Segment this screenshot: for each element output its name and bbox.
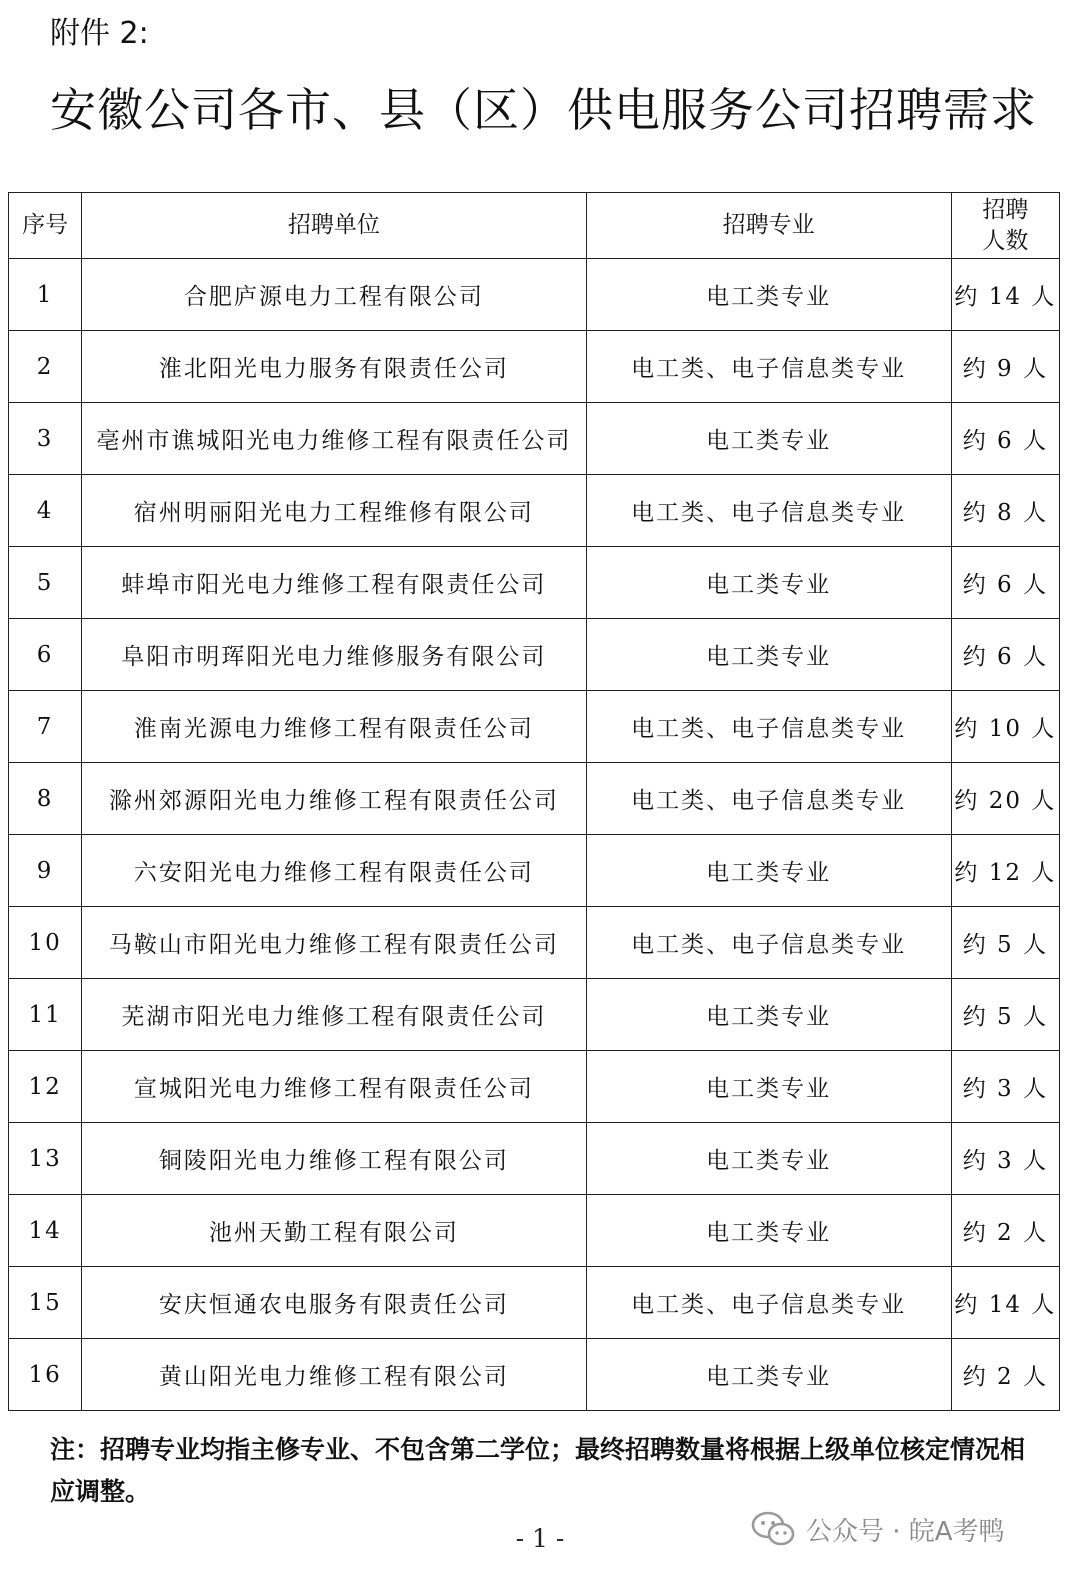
cell-count: 约 2 人 (951, 1339, 1059, 1411)
cell-seq: 8 (9, 763, 82, 835)
cell-count: 约 6 人 (951, 547, 1059, 619)
cell-unit: 安庆恒通农电服务有限责任公司 (82, 1267, 586, 1339)
header-seq: 序号 (9, 193, 82, 259)
table-row (9, 763, 1060, 835)
attachment-label: 附件 2: (50, 16, 149, 51)
table-row (9, 331, 1060, 403)
cell-unit: 芜湖市阳光电力维修工程有限责任公司 (82, 979, 586, 1051)
page-number: - 1 - (515, 1524, 565, 1553)
header-unit: 招聘单位 (82, 193, 586, 259)
cell-unit: 阜阳市明珲阳光电力维修服务有限公司 (82, 619, 586, 691)
cell-unit: 池州天勤工程有限公司 (82, 1195, 586, 1267)
watermark-text: 公众号 · 皖A考鸭 (806, 1516, 1005, 1547)
cell-seq: 5 (9, 547, 82, 619)
cell-major: 电工类专业 (586, 619, 951, 691)
cell-unit: 黄山阳光电力维修工程有限公司 (82, 1339, 586, 1411)
cell-major: 电工类专业 (586, 259, 951, 331)
table-row (9, 1339, 1060, 1411)
cell-count: 约 2 人 (951, 1195, 1059, 1267)
cell-count: 约 3 人 (951, 1123, 1059, 1195)
cell-unit: 宣城阳光电力维修工程有限责任公司 (82, 1051, 586, 1123)
cell-seq: 13 (9, 1123, 82, 1195)
cell-major: 电工类、电子信息类专业 (586, 691, 951, 763)
cell-major: 电工类、电子信息类专业 (586, 907, 951, 979)
cell-seq: 15 (9, 1267, 82, 1339)
table-header-row (9, 193, 1060, 259)
cell-count: 约 8 人 (951, 475, 1059, 547)
cell-major: 电工类、电子信息类专业 (586, 1267, 951, 1339)
table-row (9, 547, 1060, 619)
cell-unit: 六安阳光电力维修工程有限责任公司 (82, 835, 586, 907)
header-count (951, 193, 1059, 259)
table-row (9, 259, 1060, 331)
table-row (9, 1123, 1060, 1195)
cell-count: 约 5 人 (951, 907, 1059, 979)
cell-major: 电工类专业 (586, 1195, 951, 1267)
cell-count: 约 6 人 (951, 619, 1059, 691)
wechat-icon (750, 1510, 796, 1548)
cell-unit: 合肥庐源电力工程有限公司 (82, 259, 586, 331)
cell-unit: 亳州市谯城阳光电力维修工程有限责任公司 (82, 403, 586, 475)
header-major: 招聘专业 (586, 193, 951, 259)
cell-seq: 2 (9, 331, 82, 403)
cell-major: 电工类专业 (586, 1123, 951, 1195)
cell-count: 约 6 人 (951, 403, 1059, 475)
table-row (9, 1267, 1060, 1339)
cell-major: 电工类、电子信息类专业 (586, 331, 951, 403)
table-row (9, 403, 1060, 475)
cell-count: 约 14 人 (951, 259, 1059, 331)
cell-major: 电工类、电子信息类专业 (586, 475, 951, 547)
cell-major: 电工类专业 (586, 1051, 951, 1123)
cell-seq: 3 (9, 403, 82, 475)
cell-major: 电工类专业 (586, 403, 951, 475)
header-count-line2: 人数 (982, 227, 1029, 254)
table-row (9, 1195, 1060, 1267)
cell-seq: 1 (9, 259, 82, 331)
cell-unit: 蚌埠市阳光电力维修工程有限责任公司 (82, 547, 586, 619)
cell-seq: 4 (9, 475, 82, 547)
cell-major: 电工类、电子信息类专业 (586, 763, 951, 835)
cell-seq: 14 (9, 1195, 82, 1267)
table-row (9, 691, 1060, 763)
cell-count: 约 9 人 (951, 331, 1059, 403)
header-count-line1: 招聘 (982, 196, 1029, 223)
cell-count: 约 3 人 (951, 1051, 1059, 1123)
footnote: 注：招聘专业均指主修专业、不包含第二学位；最终招聘数量将根据上级单位核定情况相应调整。 (50, 1435, 1026, 1506)
cell-unit: 宿州明丽阳光电力工程维修有限公司 (82, 475, 586, 547)
table-row (9, 619, 1060, 691)
cell-count: 约 20 人 (951, 763, 1059, 835)
table-row (9, 979, 1060, 1051)
cell-unit: 铜陵阳光电力维修工程有限公司 (82, 1123, 586, 1195)
cell-count: 约 12 人 (951, 835, 1059, 907)
page-title: 安徽公司各市、县（区）供电服务公司招聘需求 (50, 83, 1037, 137)
cell-seq: 7 (9, 691, 82, 763)
cell-count: 约 10 人 (951, 691, 1059, 763)
cell-major: 电工类专业 (586, 1339, 951, 1411)
cell-seq: 11 (9, 979, 82, 1051)
cell-major: 电工类专业 (586, 979, 951, 1051)
table-row (9, 835, 1060, 907)
cell-unit: 淮北阳光电力服务有限责任公司 (82, 331, 586, 403)
cell-seq: 9 (9, 835, 82, 907)
table-row (9, 1051, 1060, 1123)
cell-seq: 10 (9, 907, 82, 979)
table-row (9, 907, 1060, 979)
recruitment-table (8, 192, 1060, 1411)
cell-unit: 淮南光源电力维修工程有限责任公司 (82, 691, 586, 763)
watermark (750, 1510, 1005, 1548)
cell-count: 约 14 人 (951, 1267, 1059, 1339)
table-row (9, 475, 1060, 547)
cell-seq: 12 (9, 1051, 82, 1123)
cell-major: 电工类专业 (586, 835, 951, 907)
cell-seq: 16 (9, 1339, 82, 1411)
cell-unit: 马鞍山市阳光电力维修工程有限责任公司 (82, 907, 586, 979)
cell-unit: 滁州郊源阳光电力维修工程有限责任公司 (82, 763, 586, 835)
cell-count: 约 5 人 (951, 979, 1059, 1051)
cell-seq: 6 (9, 619, 82, 691)
cell-major: 电工类专业 (586, 547, 951, 619)
